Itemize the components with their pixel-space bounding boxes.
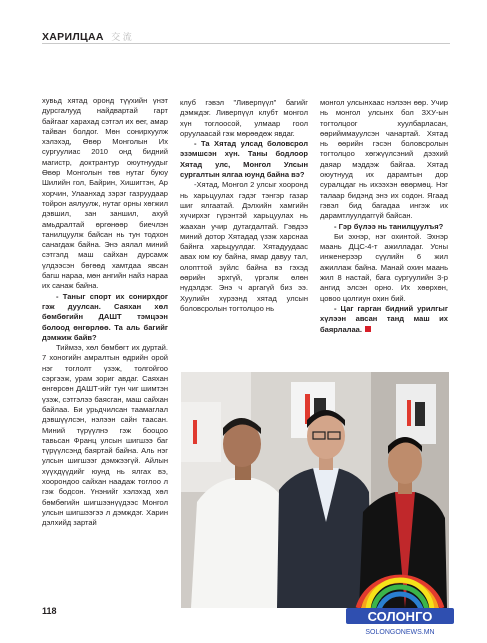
paragraph: хувьд хятад оронд түүхийн үнэт дурсгалууд найдвартай гарт байгааг харахад сэтгэл их өег, амар тайван болдог. Мөн сонирхуулж хэлэхэд, Өвөр Монголын Их сургуулиас 2010 онд бидний магистр, доктрантур оюутнуудыг Өвөр Монголын төв нутаг буюу Шилийн гол, Байрин, Хишигтэн, Ар хорчин, Улаанхад зэрэг газруудаар тойрон аялуулж, нутаг орны хөгжил дэвшил, зан заншил, ахуй амьдралтай өргөнөөр биечлэн танилцуулж байсан нь тун тодхон санагдаж байна. Энэ аялал миний сэтгэлд маш сайхан дурсамж үлдээсэн бөгөөд хамтдаа явсан багш нараа, мөн ангийн найз нараа их санаж байна. xyxy=(42,96,168,291)
paragraph: монгол улсынхаас нэлээн өөр. Учир нь монгол улсынх бол ЗХУ-ын тогтолцоог хуулбарласан, өөрийммауулсэн чанартай. Хятад нь өөрийн гэсэн боловсролын тогтолцоо хөгжүүлсэний дээхий даяар мэддэж байгаа. Хятад оюутнууд их дарамтын дор суралцдаг нь ихээхэн өвөрмөц. Нэг талаар бидэнд энэ их содон. Ягаад гэвэл бид багадаа ингэж их дарамтлуулдаггүй байсан. xyxy=(320,98,448,221)
paragraph: клуб гэвэл "Ливерпүүл" багийг дэмждэг. Ливерпүүл клубт монгол хүн тоглоосой, улмаар гоол оруулаасай гэж мөрөөдөж явдаг. xyxy=(180,98,308,138)
page-number: 118 xyxy=(42,606,57,616)
section-title: ХАРИЛЦАА xyxy=(42,31,104,43)
section-header xyxy=(42,27,450,41)
article-column-1 xyxy=(42,96,168,528)
closing-remark xyxy=(320,304,448,335)
logo-url-text: SOLONGONEWS.MN xyxy=(365,629,435,636)
closing-text: - Цаг гарган бидний урилгыг хүлээн авсан танд маш их баярлалаа. xyxy=(320,303,448,334)
interview-question: - Та Хятад улсад боловсрол эзэмшсэн хүн. Таны бодлоор Хятад улс, Монгол Улсын сургалтын ялгаа юунд байна вэ? xyxy=(180,139,308,180)
interview-question: - Таныг спорт их сонирхдог гэж дуулсан. Саяхан хөл бөмбөгийн ДАШТ тэмцээн болоод өнгөрлөө. Та аль багийг дэмжиж байв? xyxy=(42,291,168,342)
end-mark-icon xyxy=(365,326,371,332)
interview-question: - Гэр бүлээ нь танилцуулъя? xyxy=(334,221,444,231)
group-photo xyxy=(181,372,449,608)
group-photo-illustration xyxy=(181,372,449,608)
article-column-3 xyxy=(320,98,448,335)
logo-brand-text: СОЛОНГО xyxy=(367,609,433,624)
interview-answer: Тиймээ, хөл бөмбөгт их дуртай. 7 хоногийн амралтын өдрийн орой нэг тоглолт үзэж, толгойгоо сэргээж, урам зориг авдаг. Саяхан өнгөрсөн ДАШТ-ийг тун чиг шимтэн үзэж, сэтгэлээ баясган, маш сайхан байлаа. Би урьдчилсан таамаглал дэвшүүлсэн, нэлээн сайн таасан. Миний түрүүлнэ гэж бооцоо тавьсан Франц улсын шигшээ баг түрүүлсэнд баяртай байна. Аль нэг улсын шигшээг дэмжээгүй. Айлын хүүхдүүдийг юунд нь ялгах вэ, хоорондоо сайхан наадаж тоглоо л гэж бодсон. Үнэнийг хэлэхэд хөл бөмбөгийн шигшээнүүдээс Монгол улсын шигшээгээ л дэмждэг. Харин дэлхийд зартай xyxy=(42,343,168,528)
interview-answer: Би эхнэр, нэг охинтой. Эхнэр маань ДЦС-4-т ажилладаг. Усны инженерээр сүүлийн 6 жил ажиллаж байна. Манай охин маань жил 8 настай, бага сургуулийн 3-р ангид элсэн орно. Их хөөрхөн, цовоо цолгиун охин бий. xyxy=(320,231,448,303)
solongo-logo-graphic xyxy=(344,574,456,638)
header-rule xyxy=(42,43,450,44)
article-column-2 xyxy=(180,98,308,314)
interview-answer: -Хятад, Монгол 2 улсыг хооронд нь харьцуулах гэдэг тэнгэр газар шиг ялгаатай. Дэлхийн хамгийн хүчирхэг гүрэнтэй харьцуулах нь жаахан учир дутагдалтай. Гэвдээ миний дотор Хятадад үзэж харснаа байнга харьцуулдаг. Хятадуудаас авах юм юу байна, ямар давуу тал, олопттой зүйлс байна вэ гэхэд өөрийн эрхгүй, үргэлж өлөн нүдэлдэг. Энэ ч аргагүй биз ээ. Хуулийн хүрээнд хятад улсын боловсролын тогтолцоо нь xyxy=(180,180,308,313)
solongo-logo[interactable] xyxy=(344,574,456,638)
section-title-cjk: 交 流 xyxy=(111,32,132,42)
